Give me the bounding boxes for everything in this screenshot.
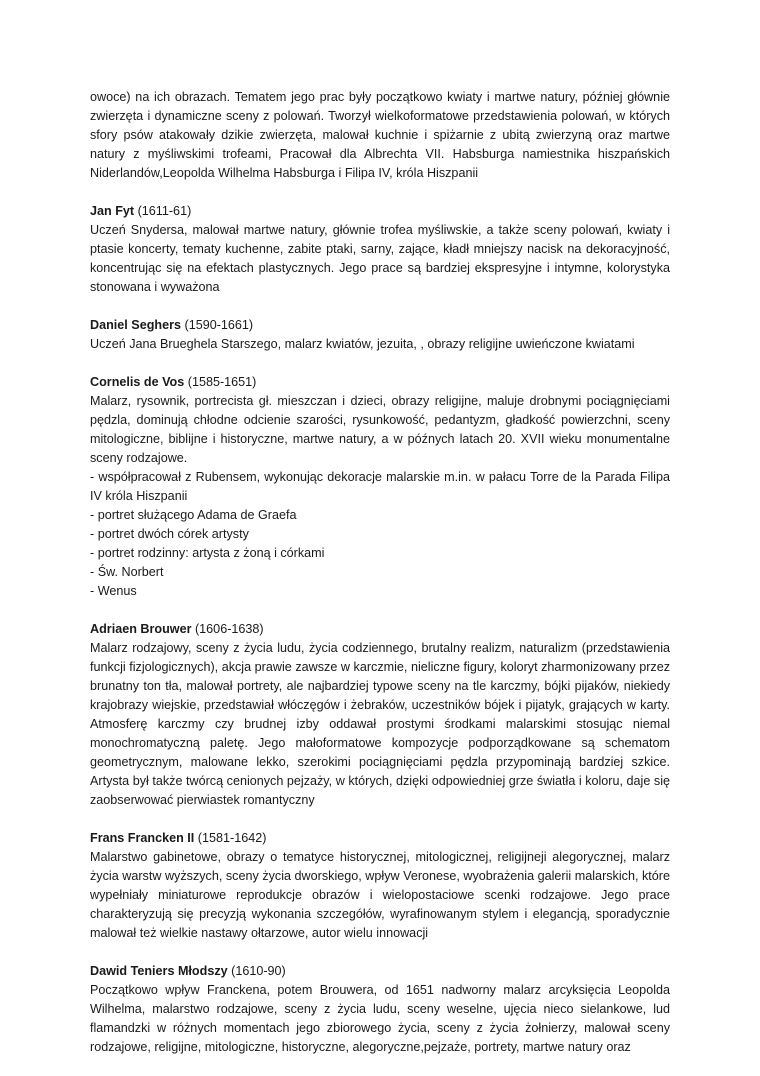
section-paragraph: - współpracował z Rubensem, wykonując dekoracje malarskie m.in. w pałacu Torre de la Parada Filipa IV króla Hiszpanii xyxy=(90,470,670,503)
section-paragraph: Uczeń Snydersa, malował martwe natury, głównie trofea myśliwskie, a także sceny polowań, kwiaty i ptasie koncerty, tematy kuchenne, zabite ptaki, sarny, zające, kładł mniejszy nacisk na dekoracyjność, koncentrując się na efektach plastycznych. Jego prace są bardziej ekspresyjne i intymne, kolorystyka stonowana i wyważona xyxy=(90,223,670,294)
list-item: - Wenus xyxy=(90,584,137,598)
artist-dates: (1611-61) xyxy=(134,204,192,218)
section-frans-francken-ii xyxy=(90,829,670,943)
artist-name: Adriaen Brouwer xyxy=(90,622,192,636)
artist-dates: (1610-90) xyxy=(227,964,286,978)
intro-paragraph: owoce) na ich obrazach. Tematem jego prac były początkowo kwiaty i martwe natury, później głównie zwierzęta i dynamiczne sceny z polowań. Tworzył wielkoformatowe przedstawienia polowań, w których sfory psów atakowały dzikie zwierzęta, malował kuchnie i spiżarnie z ubitą zwierzyną oraz martwe natury z myśliwskimi trofeami, Pracował dla Albrechta VII. Habsburga namiestnika hiszpańskich Niderlandów,Leopolda Wilhelma Habsburga i Filipa IV, króla Hiszpanii xyxy=(90,90,670,180)
artist-dates: (1581-1642) xyxy=(194,831,267,845)
list-item: - portret służącego Adama de Graefa xyxy=(90,508,297,522)
section-heading xyxy=(90,829,670,848)
artist-name: Cornelis de Vos xyxy=(90,375,185,389)
section-heading xyxy=(90,202,670,221)
artist-name: Jan Fyt xyxy=(90,204,135,218)
section-heading xyxy=(90,373,670,392)
section-paragraph: Malarz rodzajowy, sceny z życia ludu, życia codziennego, brutalny realizm, naturalizm (przedstawienia funkcji fizjologicznych), akcja prawie zawsze w karczmie, nieliczne figury, koloryt zharmonizowany przez brunatny ton tła, malował portrety, ale najbardziej typowe sceny na tle karczmy, bójki pijaków, niekiedy krajobrazy wiejskie, przedstawiał włóczęgów i żebraków, uczestników bójek i pijatyk, grających w karty. Atmosferę karczmy czy brudnej izby oddawał prostymi środkami malarskimi stosując niemal monochromatyczną paletę. Jego małoformatowe kompozycje podporządkowane są schematom geometrycznym, malowane lekko, szerokimi pociągnięciami pędzla przypominają bardziej szkice. Artysta był także twórcą cenionych pejzaży, w których, dzięki odpowiedniej grze światła i koloru, daje się zaobserwować pierwiastek romantyczny xyxy=(90,641,670,807)
document-page xyxy=(90,88,670,1076)
section-heading xyxy=(90,620,670,639)
artist-dates: (1590-1661) xyxy=(181,318,254,332)
section-jan-fyt xyxy=(90,202,670,297)
section-heading xyxy=(90,962,670,981)
artist-name: Daniel Seghers xyxy=(90,318,181,332)
section-adriaen-brouwer xyxy=(90,620,670,810)
section-paragraph: Malarstwo gabinetowe, obrazy o tematyce historycznej, mitologicznej, religijneji alegorycznej, malarz życia warstw wyższych, sceny życia dworskiego, wpływ Veronese, wyobrażenia galerii malarskich, które wypełniały miniaturowe reprodukcje obrazów i wielopostaciowe scenki rodzajowe. Jego prace charakteryzują się precyzją wykonania szczegółów, wyrafinowanym stylem i elegancją, sporadycznie malował też wielkie nastawy ołtarzowe, autor wielu innowacji xyxy=(90,850,670,940)
section-paragraph: Początkowo wpływ Franckena, potem Brouwera, od 1651 nadworny malarz arcyksięcia Leopolda Wilhelma, malarstwo rodzajowe, sceny z życia ludu, sceny weselne, ujęcia nieco sielankowe, lud flamandzki w różnych momentach jego zbiorowego życia, sceny z życia żołnierzy, malował sceny rodzajowe, religijne, mitologiczne, historyczne, alegoryczne,pejzaże, portrety, martwe natury oraz xyxy=(90,983,670,1054)
list-item: - Św. Norbert xyxy=(90,565,164,579)
artist-name: Frans Francken II xyxy=(90,831,195,845)
section-paragraph: Malarz, rysownik, portrecista gł. mieszczan i dzieci, obrazy religijne, maluje drobnymi pociągnięciami pędzla, dominują chłodne odcienie szarości, rysunkowość, pedantyzm, gładkość powierzchni, sceny mitologiczne, biblijne i historyczne, martwe natury, a w późnych latach 20. XVII wieku monumentalne sceny rodzajowe. xyxy=(90,394,670,465)
artist-name: Dawid Teniers Młodszy xyxy=(90,964,228,978)
list-item: - portret dwóch córek artysty xyxy=(90,527,249,541)
intro-block xyxy=(90,88,670,183)
artist-dates: (1606-1638) xyxy=(191,622,264,636)
section-cornelis-de-vos xyxy=(90,373,670,601)
section-heading xyxy=(90,316,670,335)
section-paragraph: Uczeń Jana Brueghela Starszego, malarz kwiatów, jezuita, , obrazy religijne uwieńczone kwiatami xyxy=(90,337,635,351)
list-item: - portret rodzinny: artysta z żoną i córkami xyxy=(90,546,325,560)
artist-dates: (1585-1651) xyxy=(184,375,257,389)
section-dawid-teniers-mlodszy xyxy=(90,962,670,1057)
section-daniel-seghers xyxy=(90,316,670,354)
